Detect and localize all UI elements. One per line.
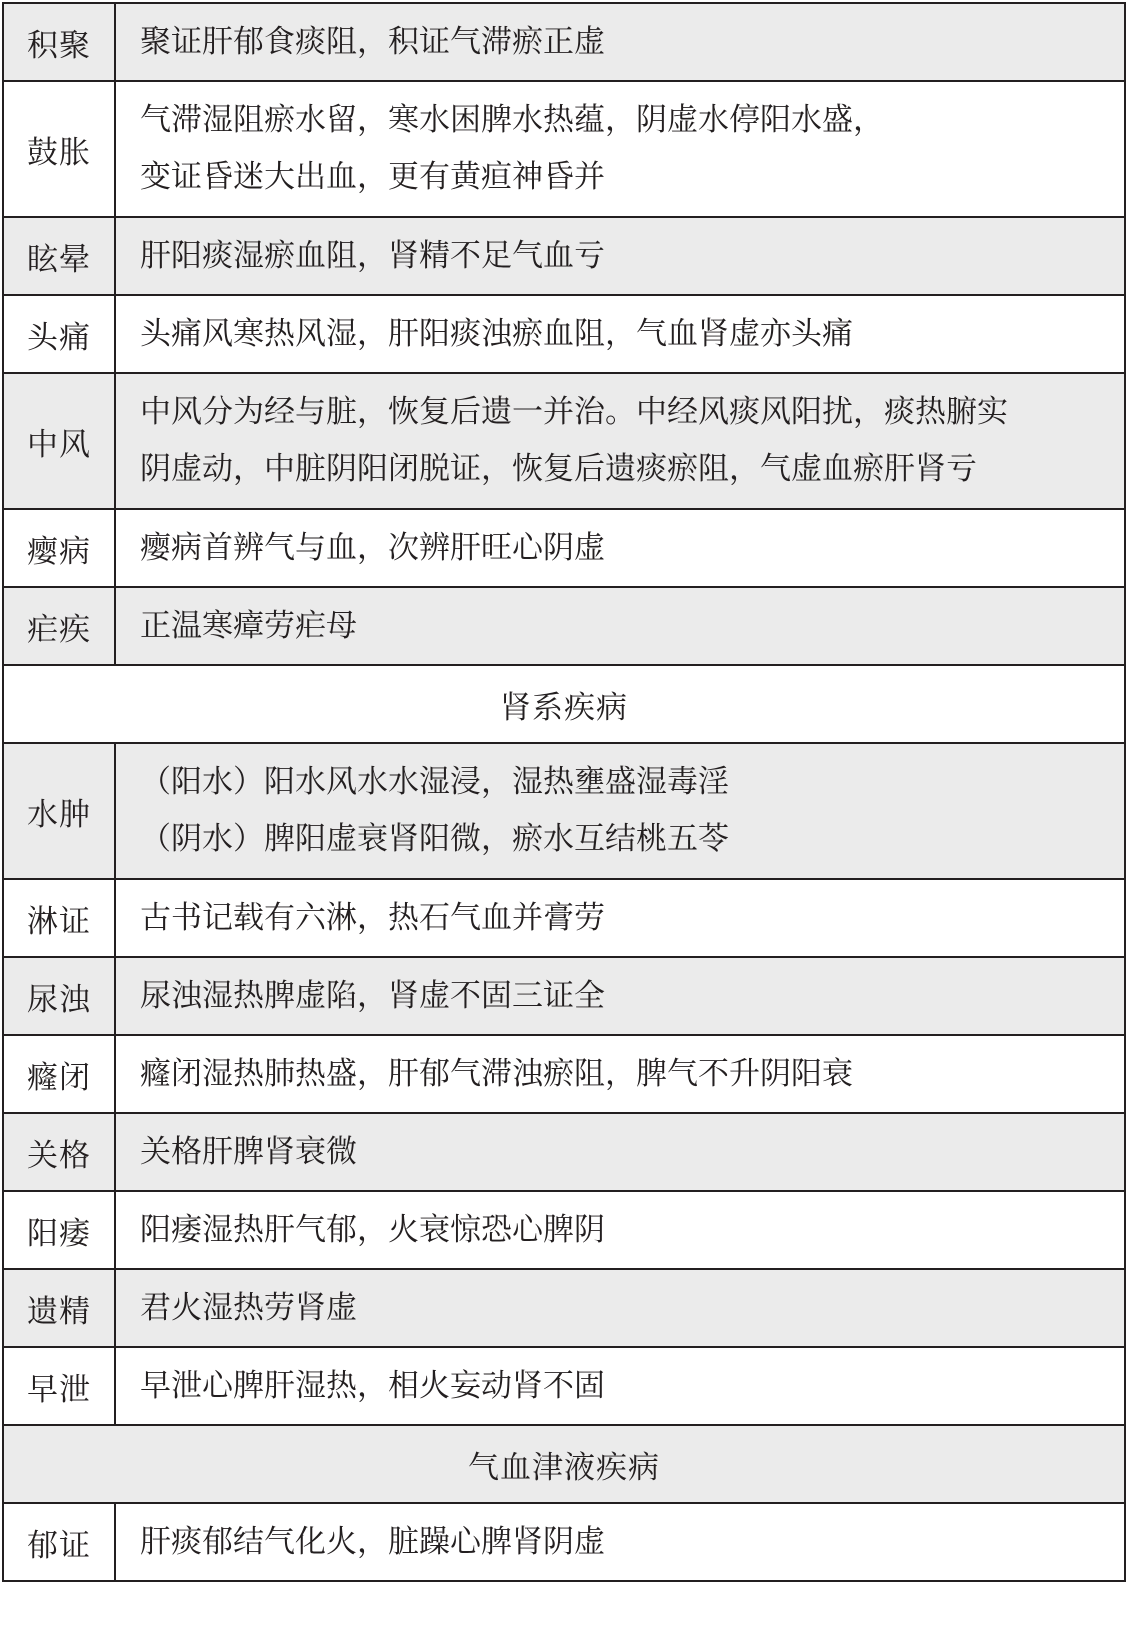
- disease-name: 遗精: [3, 1269, 115, 1347]
- mnemonic-cell: [115, 217, 1125, 295]
- mnemonic-line: 阳痿湿热肝气郁，火衰惊恐心脾阴: [140, 1211, 605, 1248]
- mnemonic-line: 早泄心脾肝湿热，相火妄动肾不固: [140, 1367, 605, 1404]
- mnemonic-cell: [115, 1269, 1125, 1347]
- mnemonic-cell: [115, 1035, 1125, 1113]
- section-header-row: [3, 665, 1125, 743]
- disease-name: 尿浊: [3, 957, 115, 1035]
- mnemonic-line: 正温寒瘴劳疟母: [140, 607, 357, 644]
- table-row: [3, 587, 1125, 665]
- mnemonic-line: 头痛风寒热风湿，肝阳痰浊瘀血阻，气血肾虚亦头痛: [140, 315, 853, 352]
- table-row: [3, 81, 1125, 217]
- disease-name: 头痛: [3, 295, 115, 373]
- table-row: [3, 217, 1125, 295]
- mnemonic-line: 肝痰郁结气化火，脏躁心脾肾阴虚: [140, 1523, 605, 1560]
- table-row: [3, 1113, 1125, 1191]
- disease-name: 瘿病: [3, 509, 115, 587]
- mnemonic-cell: [115, 1113, 1125, 1191]
- mnemonic-cell: [115, 1503, 1125, 1581]
- mnemonic-line: 肝阳痰湿瘀血阻，肾精不足气血亏: [140, 237, 605, 274]
- mnemonic-line: 聚证肝郁食痰阻，积证气滞瘀正虚: [140, 23, 605, 60]
- table-row: [3, 743, 1125, 879]
- mnemonic-cell: [115, 373, 1125, 509]
- mnemonic-cell: [115, 509, 1125, 587]
- disease-name: 水肿: [3, 743, 115, 879]
- mnemonic-line: 中风分为经与脏，恢复后遗一并治。中经风痰风阳扰，痰热腑实: [140, 394, 1008, 430]
- section-title: 气血津液疾病: [3, 1425, 1125, 1503]
- mnemonic-cell: [115, 81, 1125, 217]
- mnemonic-cell: [115, 295, 1125, 373]
- mnemonic-line: 关格肝脾肾衰微: [140, 1133, 357, 1170]
- mnemonic-line: 尿浊湿热脾虚陷，肾虚不固三证全: [140, 977, 605, 1014]
- table-body: [3, 3, 1125, 1581]
- section-title: 肾系疾病: [3, 665, 1125, 743]
- disease-name: 鼓胀: [3, 81, 115, 217]
- table-row: [3, 1035, 1125, 1113]
- disease-mnemonic-table: [2, 2, 1126, 1582]
- table-row: [3, 1269, 1125, 1347]
- mnemonic-line: （阳水）阳水风水水湿浸，湿热壅盛湿毒淫: [140, 764, 729, 800]
- disease-name: 癃闭: [3, 1035, 115, 1113]
- disease-name: 早泄: [3, 1347, 115, 1425]
- table-row: [3, 1347, 1125, 1425]
- mnemonic-cell: [115, 957, 1125, 1035]
- mnemonic-line: 瘿病首辨气与血，次辨肝旺心阴虚: [140, 529, 605, 566]
- mnemonic-line: 阴虚动，中脏阴阳闭脱证，恢复后遗痰瘀阻，气虚血瘀肝肾亏: [140, 451, 977, 487]
- mnemonic-cell: [115, 1347, 1125, 1425]
- disease-name: 淋证: [3, 879, 115, 957]
- table-row: [3, 295, 1125, 373]
- disease-name: 阳痿: [3, 1191, 115, 1269]
- mnemonic-cell: [115, 879, 1125, 957]
- table-row: [3, 3, 1125, 81]
- table-row: [3, 957, 1125, 1035]
- disease-name: 关格: [3, 1113, 115, 1191]
- mnemonic-cell: [115, 1191, 1125, 1269]
- mnemonic-line: 癃闭湿热肺热盛，肝郁气滞浊瘀阻，脾气不升阴阳衰: [140, 1055, 853, 1092]
- mnemonic-line: 古书记载有六淋，热石气血并膏劳: [140, 899, 605, 936]
- table-row: [3, 879, 1125, 957]
- mnemonic-line: 变证昏迷大出血，更有黄疸神昏并: [140, 159, 605, 195]
- disease-name: 眩晕: [3, 217, 115, 295]
- table-row: [3, 373, 1125, 509]
- mnemonic-cell: [115, 743, 1125, 879]
- table-row: [3, 1191, 1125, 1269]
- mnemonic-line: 君火湿热劳肾虚: [140, 1289, 357, 1326]
- disease-name: 积聚: [3, 3, 115, 81]
- mnemonic-cell: [115, 587, 1125, 665]
- mnemonic-line: 气滞湿阻瘀水留，寒水困脾水热蕴，阴虚水停阳水盛，: [140, 102, 884, 138]
- table-row: [3, 509, 1125, 587]
- mnemonic-cell: [115, 3, 1125, 81]
- table-row: [3, 1503, 1125, 1581]
- disease-name: 中风: [3, 373, 115, 509]
- disease-name: 郁证: [3, 1503, 115, 1581]
- disease-name: 疟疾: [3, 587, 115, 665]
- mnemonic-line: （阴水）脾阳虚衰肾阳微，瘀水互结桃五苓: [140, 821, 729, 857]
- section-header-row: [3, 1425, 1125, 1503]
